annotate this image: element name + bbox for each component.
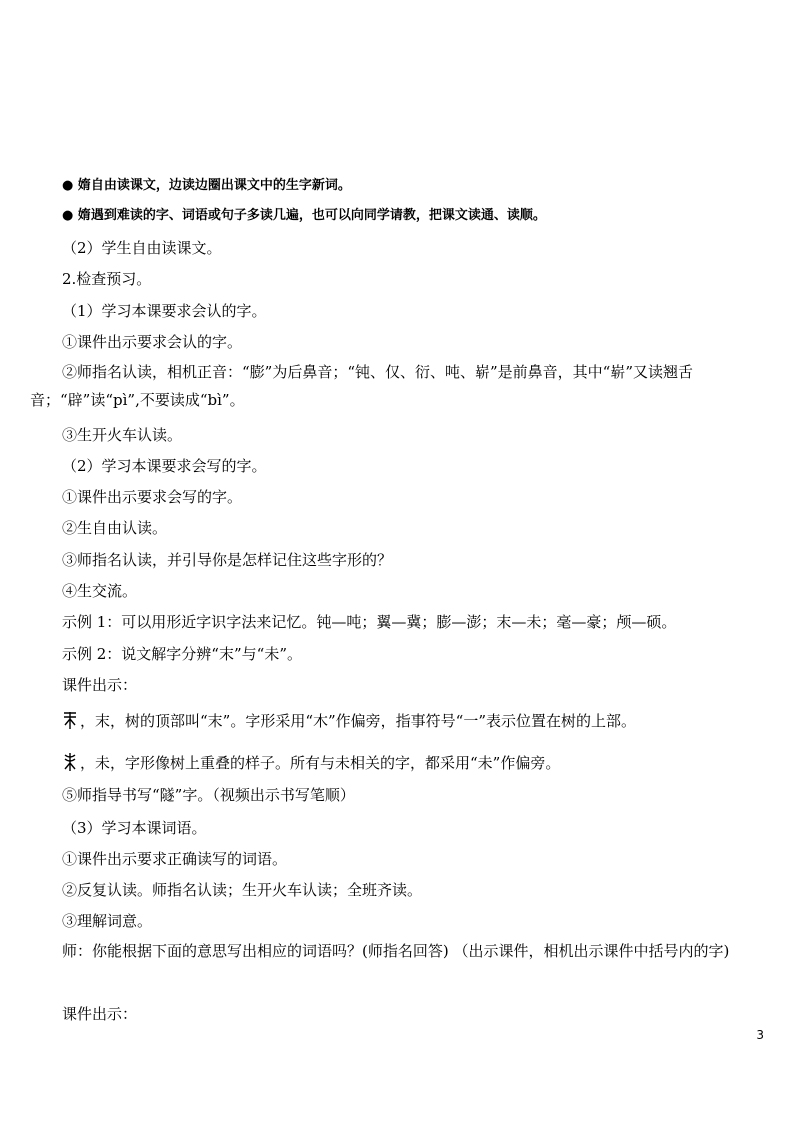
text-line: ①课件出示要求会写的字。 bbox=[62, 488, 243, 506]
text-line: （2）学生自由读课文。 bbox=[62, 239, 222, 257]
text-line: ②生自由认读。 bbox=[62, 519, 168, 537]
text-line: ④生交流。 bbox=[62, 582, 138, 600]
text-line: 示例 2：说文解字分辨“末”与“未”。 bbox=[62, 645, 302, 663]
text-line: ①课件出示要求正确读写的词语。 bbox=[62, 850, 288, 868]
bullet-line-1: ● 媠自由读课文，边读边圈出课文中的生字新词。 bbox=[62, 178, 351, 193]
text-line: （1）学习本课要求会认的字。 bbox=[62, 302, 267, 320]
seal-line-text: ，未，字形像树上重叠的样子。所有与未相关的字，都采用“未”作偏旁。 bbox=[80, 754, 561, 772]
text-line: ③生开火车认读。 bbox=[62, 426, 183, 444]
seal-script-mo-icon bbox=[62, 710, 78, 730]
text-line: ①课件出示要求会认的字。 bbox=[62, 333, 243, 351]
seal-line-mo bbox=[62, 710, 636, 731]
page-number: 3 bbox=[756, 1028, 764, 1042]
seal-line-wei bbox=[62, 752, 560, 773]
bullet-line-2: ● 媠遇到难读的字、词语或句子多读几遍，也可以向同学请教，把课文读通、读顺。 bbox=[62, 208, 546, 223]
seal-line-text: ，末，树的顶部叫“末”。字形采用“木”作偏旁，指事符号“一”表示位置在树的上部。 bbox=[80, 712, 637, 730]
text-line: ②反复认读。师指名认读；生开火车认读；全班齐读。 bbox=[62, 881, 423, 899]
text-line: 课件出示： bbox=[62, 1005, 138, 1023]
seal-script-wei-icon bbox=[62, 752, 78, 772]
text-line: 示例 1：可以用形近字识字法来记忆。钝—吨；翼—冀；膨—澎；末—未；毫—豪；颅—硕。 bbox=[62, 613, 677, 631]
text-line: （2）学习本课要求会写的字。 bbox=[62, 457, 267, 475]
text-line: 课件出示： bbox=[62, 676, 138, 694]
text-line: 2.检查预习。 bbox=[62, 270, 152, 288]
text-line: ③理解词意。 bbox=[62, 912, 153, 930]
text-line: （3）学习本课词语。 bbox=[62, 819, 207, 837]
text-line: ⑤师指导书写“隧”字。（视频出示书写笔顺） bbox=[62, 786, 355, 804]
text-line: ③师指名认读，并引导你是怎样记住这些字形的？ bbox=[62, 551, 393, 569]
paragraph-teacher-question: 师：你能根据下面的意思写出相应的词语吗？(师指名回答) （出示课件，相机出示课件中括号内的字) bbox=[62, 942, 730, 960]
paragraph-pronunciation: ②师指名认读，相机正音：“膨”为后鼻音；“钝、仅、衍、吨、崭”是前鼻音，其中“崭”又读翘舌音；“辟”读“pì”,不要读成“bì”。 bbox=[30, 363, 694, 409]
